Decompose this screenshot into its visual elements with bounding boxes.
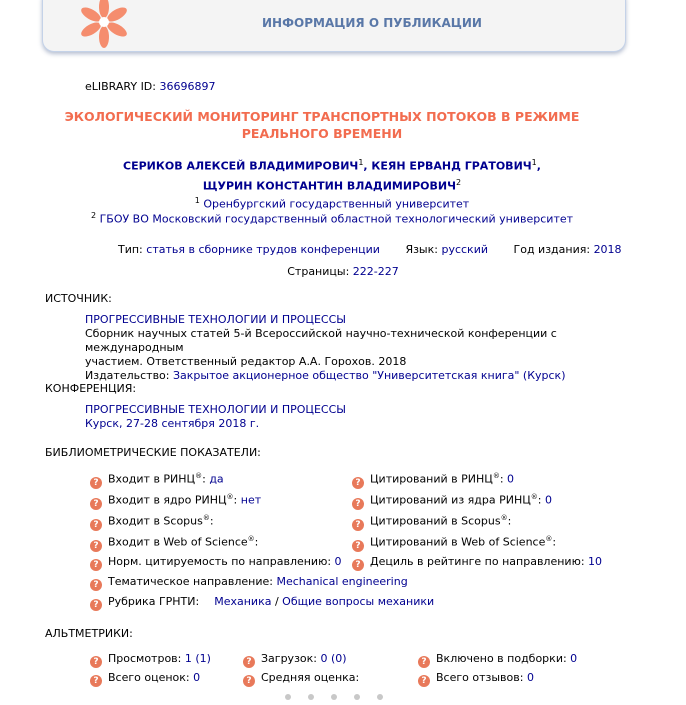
alt-ratings: ? Всего оценок: 0 [90, 671, 200, 687]
alt-value: 0 [526, 671, 534, 684]
source-description-line2: участием. Ответственный редактор А.А. Горохов. 2018 [85, 355, 407, 368]
affiliation-number: 1 [194, 196, 200, 205]
help-icon[interactable]: ? [90, 599, 102, 611]
elibrary-id-value: 36696897 [159, 80, 216, 93]
affiliation-link[interactable]: Оренбургский государственный университет [203, 197, 470, 211]
source-section-label: ИСТОЧНИК: [45, 292, 112, 305]
publication-title-line1: ЭКОЛОГИЧЕСКИЙ МОНИТОРИНГ ТРАНСПОРТНЫХ ПОТОКОВ В РЕЖИМЕ [64, 109, 580, 124]
publication-title [0, 108, 644, 142]
conference-section-label: КОНФЕРЕНЦИЯ: [45, 382, 137, 395]
authors: СЕРИКОВ АЛЕКСЕЙ ВЛАДИМИРОВИЧ$^1$, КЕЯН ЕРВАНД ГРАТОВИЧ$^1$, ЩУРИН КОНСТАНТИН ВЛАДИМИРОВИЧ$^2$ [123, 158, 541, 193]
metric-decile: ? Дециль в рейтинге по направлению: 10 [352, 555, 602, 571]
alt-value: 0 [193, 671, 201, 684]
author-link[interactable]: КЕЯН ЕРВАНД ГРАТОВИЧ [371, 159, 532, 173]
type-label: Тип: [118, 243, 143, 256]
rating-dots [282, 690, 402, 702]
alt-value: 0 (0) [320, 652, 347, 665]
metric-value: 0 [507, 472, 515, 486]
help-icon[interactable]: ? [90, 477, 102, 489]
publication-meta [118, 243, 644, 256]
author-link[interactable]: СЕРИКОВ АЛЕКСЕЙ ВЛАДИМИРОВИЧ [123, 159, 359, 173]
help-icon[interactable]: ? [352, 477, 364, 489]
metric-cit-scopus: ? Цитирований в Scopus®: [352, 514, 511, 531]
metric-value: 0 [545, 493, 552, 507]
help-icon[interactable]: ? [90, 675, 102, 687]
metric-grnti: ? Рубрика ГРНТИ: Механика / Общие вопросы механики [90, 595, 434, 611]
help-icon[interactable]: ? [90, 519, 102, 531]
source-description-line1: Сборник научных статей 5-й Всероссийской научно-технической конференции с международным [85, 327, 557, 354]
source-block [85, 313, 605, 383]
thematic-link[interactable]: Mechanical engineering [276, 575, 408, 588]
year-label: Год издания: [513, 243, 591, 256]
metric-thematic-direction: ? Тематическое направление: Mechanical engineering [90, 575, 408, 591]
alt-average: ? Средняя оценка: [243, 671, 359, 687]
affiliation-item [0, 196, 664, 211]
bibliometrics-section-label: БИБЛИОМЕТРИЧЕСКИЕ ПОКАЗАТЕЛИ: [45, 446, 261, 459]
pages-value: 222-227 [352, 265, 399, 278]
help-icon[interactable]: ? [90, 540, 102, 552]
conference-title-link[interactable]: ПРОГРЕССИВНЫЕ ТЕХНОЛОГИИ И ПРОЦЕССЫ [85, 403, 346, 416]
author-affiliation-index: 2 [455, 177, 462, 187]
help-icon[interactable]: ? [243, 656, 255, 668]
alt-views: ? Просмотров: 1 (1) [90, 652, 211, 668]
language-value: русский [441, 243, 488, 256]
help-icon[interactable]: ? [90, 559, 102, 571]
grnti-link-general[interactable]: Общие вопросы механики [282, 595, 435, 608]
metric-cit-rinc: ? Цитирований в РИНЦ®: 0 [352, 472, 514, 489]
alt-reviews: ? Всего отзывов: 0 [418, 671, 534, 687]
grnti-link-mechanics[interactable]: Механика [214, 595, 272, 608]
affiliation-link[interactable]: ГБОУ ВО Московский государственный областной технологический университет [99, 212, 574, 226]
publisher-link[interactable]: Закрытое акционерное общество "Университетская книга" (Курск) [173, 369, 566, 382]
help-icon[interactable]: ? [352, 559, 364, 571]
help-icon[interactable]: ? [90, 498, 102, 510]
elibrary-id [85, 80, 215, 93]
metric-scopus-in: ? Входит в Scopus®: [90, 514, 214, 531]
author-affiliation-index: 1 [531, 158, 537, 167]
metric-value: да [209, 472, 224, 486]
metric-value: 10 [588, 555, 603, 568]
alt-downloads: ? Загрузок: 0 (0) [243, 652, 347, 668]
metric-norm-citation: ? Норм. цитируемость по направлению: 0 [90, 555, 342, 571]
page-title: ИНФОРМАЦИЯ О ПУБЛИКАЦИИ [262, 16, 482, 30]
help-icon[interactable]: ? [90, 579, 102, 591]
pages-label: Страницы: [287, 265, 350, 278]
help-icon[interactable]: ? [243, 675, 255, 687]
altmetrics-section-label: АЛЬТМЕТРИКИ: [45, 627, 133, 640]
year-value: 2018 [593, 243, 622, 256]
metric-value: нет [240, 493, 262, 507]
pages [0, 265, 686, 278]
help-icon[interactable]: ? [418, 675, 430, 687]
help-icon[interactable]: ? [418, 656, 430, 668]
conference-place-date: Курск, 27-28 сентября 2018 г. [85, 417, 260, 430]
alt-value: 1 (1) [184, 652, 211, 665]
author-link[interactable]: ЩУРИН КОНСТАНТИН ВЛАДИМИРОВИЧ [202, 179, 456, 193]
help-icon[interactable]: ? [352, 498, 364, 510]
metric-rinc-in: ? Входит в РИНЦ®: да [90, 472, 224, 489]
alt-value: 0 [570, 652, 578, 665]
metric-rinc-core: ? Входит в ядро РИНЦ®: нет [90, 493, 261, 510]
elibrary-id-label: eLIBRARY ID: [85, 80, 156, 93]
help-icon[interactable]: ? [352, 519, 364, 531]
metric-wos-in: ? Входит в Web of Science®: [90, 535, 258, 552]
metric-cit-wos: ? Цитирований в Web of Science®: [352, 535, 556, 552]
publication-title-line2: РЕАЛЬНОГО ВРЕМЕНИ [241, 126, 403, 141]
metric-value: 0 [334, 555, 342, 568]
source-title-link[interactable]: ПРОГРЕССИВНЫЕ ТЕХНОЛОГИИ И ПРОЦЕССЫ [85, 313, 346, 326]
alt-collections: ? Включено в подборки: 0 [418, 652, 577, 668]
affiliation-number: 2 [90, 211, 97, 220]
help-icon[interactable]: ? [90, 656, 102, 668]
help-icon[interactable]: ? [352, 540, 364, 552]
affiliation-item [0, 211, 664, 226]
conference-block [85, 403, 605, 431]
author-affiliation-index: 1 [358, 158, 364, 167]
publisher-label: Издательство: [85, 369, 170, 382]
language-label: Язык: [405, 243, 438, 256]
metric-cit-core: ? Цитирований из ядра РИНЦ®: 0 [352, 493, 552, 510]
type-value: статья в сборнике трудов конференции [146, 243, 380, 256]
